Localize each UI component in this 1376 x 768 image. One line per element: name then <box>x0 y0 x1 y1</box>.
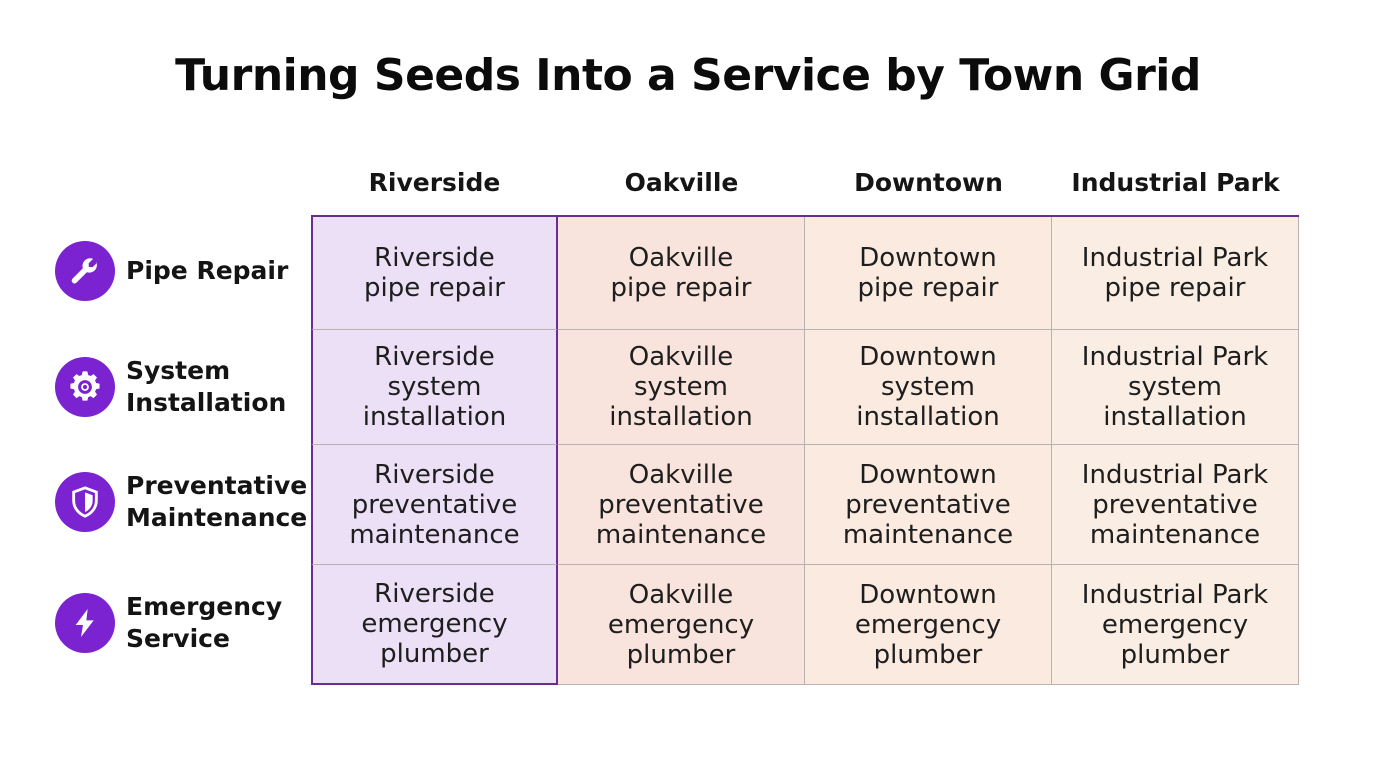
grid-cell: Riverside pipe repair <box>311 217 558 330</box>
row-label-system-installation <box>55 355 315 419</box>
grid-cell: Oakville preventative maintenance <box>558 445 805 565</box>
row-label-text: Preventative Maintenance <box>126 471 308 532</box>
page-title: Turning Seeds Into a Service by Town Grid <box>175 50 1201 101</box>
column-header-industrial-park: Industrial Park <box>1071 168 1280 197</box>
lightning-icon <box>55 593 115 653</box>
grid-cell: Oakville pipe repair <box>558 217 805 330</box>
grid-cell: Industrial Park system installation <box>1052 330 1299 445</box>
grid-cell: Downtown system installation <box>805 330 1052 445</box>
grid-cell: Downtown emergency plumber <box>805 565 1052 685</box>
gear-icon <box>55 357 115 417</box>
row-label-text: Pipe Repair <box>126 256 289 285</box>
grid-cell: Riverside emergency plumber <box>311 565 558 685</box>
row-label-pipe-repair <box>55 241 315 301</box>
service-town-grid <box>311 215 1299 683</box>
grid-cell: Oakville emergency plumber <box>558 565 805 685</box>
grid-cell: Industrial Park emergency plumber <box>1052 565 1299 685</box>
grid-cell: Downtown pipe repair <box>805 217 1052 330</box>
column-header-downtown: Downtown <box>854 168 1003 197</box>
column-header-oakville: Oakville <box>624 168 739 197</box>
column-header-riverside: Riverside <box>368 168 501 197</box>
row-label-preventative-maintenance <box>55 470 315 534</box>
grid-cell: Downtown preventative maintenance <box>805 445 1052 565</box>
row-label-emergency-service <box>55 591 315 655</box>
grid-cell: Industrial Park preventative maintenance <box>1052 445 1299 565</box>
wrench-icon <box>55 241 115 301</box>
grid-cell: Riverside system installation <box>311 330 558 445</box>
grid-cell: Industrial Park pipe repair <box>1052 217 1299 330</box>
grid-cell: Oakville system installation <box>558 330 805 445</box>
shield-icon <box>55 472 115 532</box>
row-label-text: System Installation <box>126 356 287 417</box>
grid-cell: Riverside preventative maintenance <box>311 445 558 565</box>
row-label-text: Emergency Service <box>126 592 283 653</box>
